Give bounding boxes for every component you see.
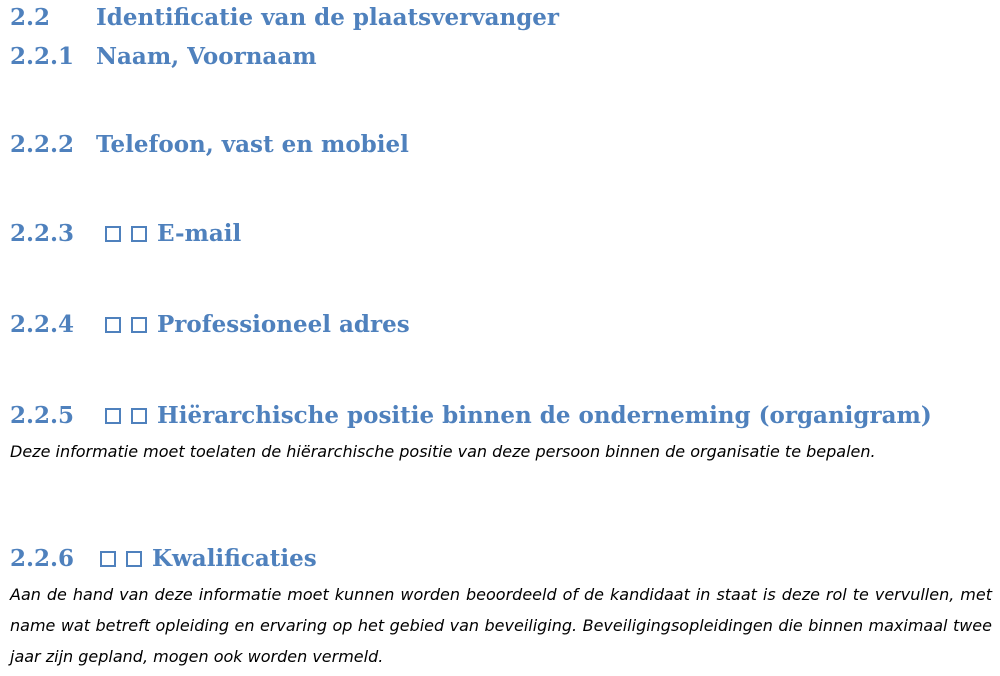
section-title: Naam, Voornaam <box>96 43 317 70</box>
checkbox-square[interactable] <box>105 317 121 333</box>
section-title: Hiërarchische positie binnen de onderneming (organigram) <box>157 402 932 429</box>
checkbox-square[interactable] <box>131 226 147 242</box>
section-number: 2.2.4 <box>10 311 75 338</box>
section-number: 2.2.6 <box>10 545 75 572</box>
section-number: 2.2.2 <box>10 131 75 158</box>
heading-2-2-4 <box>10 311 410 339</box>
heading-2-2-3 <box>10 220 241 248</box>
section-title: Telefoon, vast en mobiel <box>96 131 409 158</box>
section-2-2-6-body: Aan de hand van deze informatie moet kunnen worden beoordeeld of de kandidaat in staat is deze rol te vervullen, met name wat betreft opleiding en ervaring op het gebied van beveiliging. Beveiligingsopleidingen die binnen maximaal twee jaar zijn gepland, mogen ook worden vermeld. <box>10 585 992 666</box>
section-2-2-5-body: Deze informatie moet toelaten de hiërarchische positie van deze persoon binnen de organisatie te bepalen. <box>10 442 876 461</box>
section-title: Professioneel adres <box>157 311 410 338</box>
section-title: E-mail <box>157 220 242 247</box>
checkbox-square[interactable] <box>126 551 142 567</box>
heading-2-2-6 <box>10 545 317 573</box>
section-number: 2.2 <box>10 4 51 31</box>
section-title: Identificatie van de plaatsvervanger <box>96 4 560 31</box>
section-number: 2.2.3 <box>10 220 75 247</box>
checkbox-square[interactable] <box>105 226 121 242</box>
section-title: Kwalificaties <box>152 545 317 572</box>
checkbox-square[interactable] <box>131 408 147 424</box>
heading-2-2-1 <box>10 43 317 71</box>
section-number: 2.2.5 <box>10 402 75 429</box>
checkbox-square[interactable] <box>131 317 147 333</box>
checkbox-square[interactable] <box>100 551 116 567</box>
heading-2-2-5 <box>10 402 932 430</box>
section-number: 2.2.1 <box>10 43 75 70</box>
heading-2-2 <box>10 4 559 32</box>
heading-2-2-2 <box>10 131 409 159</box>
checkbox-square[interactable] <box>105 408 121 424</box>
